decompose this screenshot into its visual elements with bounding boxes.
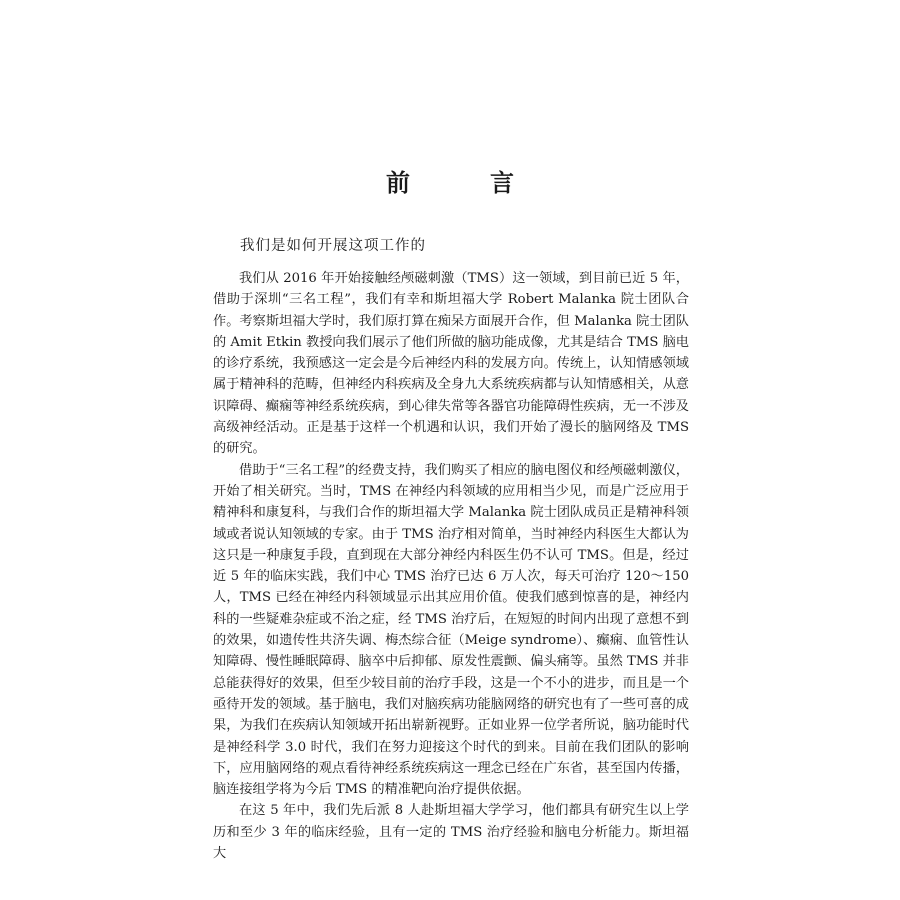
page-title: 前 言 bbox=[386, 168, 542, 197]
paragraph-2: 借助于“三名工程”的经费支持，我们购买了相应的脑电图仪和经颅磁刺激仪，开始了相关研究。当时，TMS 在神经内科领域的应用相当少见，而是广泛应用于精神科和康复科，与我们合作的斯坦福大学 Malanka 院士团队成员正是精神科领域或者说认知领域的专家。由于 TMS 治疗相对简单，当时神经内科医生大都认为这只是一种康复手段，直到现在大部分神经内科医生仍不认可 TMS。但是，经过近 5 年的临床实践，我们中心 TMS 治疗已达 6 万人次，每天可治疗 120～150 人，TMS 已经在神经内科领域显示出其应用价值。使我们感到惊喜的是，神经内科的一些疑难杂症或不治之症，经 TMS 治疗后，在短短的时间内出现了意想不到的效果，如遗传性共济失调、梅杰综合征（Meige syndrome）、癫痫、血管性认知障碍、慢性睡眠障碍、脑卒中后抑郁、原发性震颤、偏头痛等。虽然 TMS 并非总能获得好的效果，但至少较目前的治疗手段，这是一个不小的进步，而且是一个亟待开发的领域。基于脑电，我们对脑疾病功能脑网络的研究也有了一些可喜的成果，为我们在疾病认知领域开拓出崭新视野。正如业界一位学者所说，脑功能时代是神经科学 3.0 时代，我们在努力迎接这个时代的到来。目前在我们团队的影响下，应用脑网络的观点看待神经系统疾病这一理念已经在广东省，甚至国内传播，脑连接组学将为今后 TMS 的精准靶向治疗提供依据。 bbox=[213, 462, 689, 798]
body-text bbox=[213, 268, 689, 864]
paragraph-3: 在这 5 年中，我们先后派 8 人赴斯坦福大学学习，他们都具有研究生以上学历和至少 3 年的临床经验，且有一定的 TMS 治疗经验和脑电分析能力。斯坦福大 bbox=[213, 803, 689, 862]
paragraph-1: 我们从 2016 年开始接触经颅磁刺激（TMS）这一领域，到目前已近 5 年，借助于深圳“三名工程”，我们有幸和斯坦福大学 Robert Malanka 院士团队合作。考察斯坦福大学时，我们原打算在痴呆方面展开合作，但 Malanka 院士团队的 Amit Etkin 教授向我们展示了他们所做的脑功能成像，尤其是结合 TMS 脑电的诊疗系统，我预感这一定会是今后神经内科的发展方向。传统上，认知情感领域属于精神科的范畴，但神经内科疾病及全身九大系统疾病都与认知情感相关，从意识障碍、癫痫等神经系统疾病，到心律失常等各器官功能障碍性疾病，无一不涉及高级神经活动。正是基于这样一个机遇和认识，我们开始了漫长的脑网络及 TMS 的研究。 bbox=[213, 271, 689, 457]
section-heading: 我们是如何开展这项工作的 bbox=[240, 238, 426, 254]
